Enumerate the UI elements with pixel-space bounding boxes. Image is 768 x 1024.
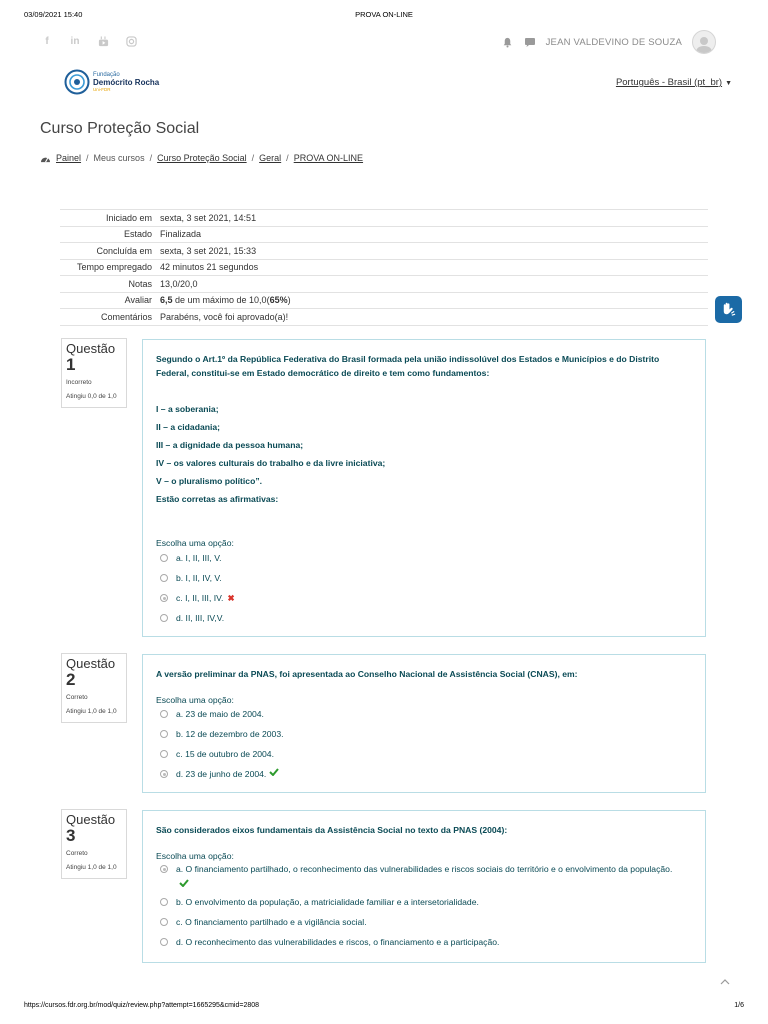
attempt-summary-table [60,209,708,326]
question-status: Incorreto [66,379,92,386]
question-text-line: IV – os valores culturais do trabalho e da livre iniciativa; [156,458,386,468]
radio-button-selected[interactable] [160,865,168,873]
question-text-line: III – a dignidade da pessoa humana; [156,440,304,450]
question-info [61,653,127,723]
instagram-icon[interactable] [124,34,138,48]
page-title: Curso Proteção Social [40,120,200,137]
facebook-icon[interactable]: f [45,35,49,47]
incorrect-icon: ✖ [227,593,235,603]
answer-option[interactable] [156,708,692,721]
site-logo[interactable] [64,69,159,95]
grade-score: 6,5 [160,295,173,306]
user-menu[interactable] [502,30,716,54]
summary-value: sexta, 3 set 2021, 15:33 [160,245,257,256]
table-row [60,309,708,326]
option-label: b. O envolvimento da população, a matricialidade familiar e a intersetorialidade. [176,897,479,907]
choose-label: Escolha uma opção: [156,538,234,548]
question-text-line: Segundo o Art.1º da República Federativa do Brasil formada pela união indissolúvel dos Estados e Municípios e do Distrito Federal, constitui-se em Estado democrático de direito e tem como fundamentos: [156,354,660,378]
summary-label: Concluída em [96,245,152,256]
radio-button[interactable] [160,750,168,758]
chat-icon[interactable] [524,36,536,48]
summary-label: Iniciado em [105,212,152,223]
question-status: Correto [66,850,88,857]
chevron-down-icon: ▼ [725,80,732,87]
table-row [60,259,708,276]
radio-button[interactable] [160,918,168,926]
option-label: b. 12 de dezembro de 2003. [176,729,284,739]
option-label: d. 23 de junho de 2004. [176,769,267,779]
print-header [0,10,768,22]
summary-label: Comentários [100,311,152,322]
answer-option[interactable] [156,612,692,625]
logo-line3: Uni-FDR [93,87,111,92]
question-number: 3 [66,826,76,845]
table-row [60,243,708,260]
summary-value: sexta, 3 set 2021, 14:51 [160,212,257,223]
grade-percent: 65% [269,295,288,306]
option-label: c. I, II, III, IV. [176,593,224,603]
option-label: d. II, III, IV,V. [176,613,225,623]
answer-option[interactable] [156,552,692,565]
sign-language-icon [720,301,737,318]
summary-value: 13,0/20,0 [160,278,198,289]
radio-button[interactable] [160,710,168,718]
print-url: https://cursos.fdr.org.br/mod/quiz/review.php?attempt=1665295&cmid=2808 [24,1002,260,1009]
breadcrumb [40,153,363,163]
breadcrumb-painel[interactable]: Painel [56,153,82,163]
avatar[interactable] [692,30,716,54]
user-name[interactable]: JEAN VALDEVINO DE SOUZA [545,36,682,48]
social-links [40,34,138,48]
radio-button[interactable] [160,898,168,906]
grade-max: de um máximo de 10,0( [172,295,270,306]
question-label: Questão [66,341,116,356]
breadcrumb-meus-cursos: Meus cursos [93,153,145,163]
question-label: Questão [66,656,116,671]
summary-label: Tempo empregado [76,262,152,273]
question-content [142,810,706,963]
table-row [60,292,708,309]
question-content [142,654,706,793]
choose-label: Escolha uma opção: [156,851,234,861]
answer-option[interactable] [156,592,692,605]
radio-button-selected[interactable] [160,770,168,778]
bell-icon[interactable] [502,36,514,48]
breadcrumb-course[interactable]: Curso Proteção Social [157,153,247,163]
summary-label: Notas [128,278,152,289]
question-text: A versão preliminar da PNAS, foi apresentada ao Conselho Nacional de Assistência Social (CNAS), em: [156,669,578,679]
option-label: d. O reconhecimento das vulnerabilidades e riscos, o financiamento e a participação. [176,937,500,947]
question-grade: Atingiu 0,0 de 1,0 [66,393,117,400]
option-label: a. 23 de maio de 2004. [176,709,264,719]
question-number: 1 [66,355,76,374]
breadcrumb-separator: / [286,153,289,163]
breadcrumb-separator: / [149,153,153,163]
question-label: Questão [66,812,116,827]
question-number: 2 [66,670,76,689]
radio-button[interactable] [160,730,168,738]
breadcrumb-quiz[interactable]: PROVA ON-LINE [293,153,364,163]
summary-value: Parabéns, você foi aprovado(a)! [160,311,289,322]
answer-option[interactable] [156,916,692,929]
question-text [156,352,692,506]
answer-option[interactable] [156,748,692,761]
language-selector[interactable] [616,77,732,88]
option-label: c. O financiamento partilhado e a vigilância social. [176,917,367,927]
answer-option[interactable] [156,728,692,741]
summary-value: Finalizada [160,229,202,240]
correct-check-icon [269,768,279,776]
summary-value: 42 minutos 21 segundos [160,262,259,273]
language-label: Português - Brasil (pt_br) [615,77,723,88]
option-label: a. I, II, III, V. [176,553,222,563]
grade-end: ) [287,295,291,306]
radio-button[interactable] [160,614,168,622]
question-status: Correto [66,694,88,701]
choose-label: Escolha uma opção: [156,695,234,705]
summary-label: Estado [123,229,152,240]
logo-mark-icon [64,69,90,95]
linkedin-icon[interactable]: in [70,35,80,47]
logo-line2: Demócrito Rocha [93,78,160,87]
back-to-top-icon[interactable] [718,975,732,989]
radio-button[interactable] [160,938,168,946]
answer-option[interactable] [156,936,692,949]
question-grade: Atingiu 1,0 de 1,0 [66,864,117,871]
accessibility-button[interactable] [715,296,742,323]
print-footer [0,1002,768,1014]
question-text-line: I – a soberania; [156,404,219,414]
question-content [142,339,706,637]
answer-option[interactable] [156,896,692,909]
option-label: c. 15 de outubro de 2004. [176,749,274,759]
question-text-line: V – o pluralismo político”. [156,476,263,486]
correct-check-icon [179,879,189,887]
logo-line1: Fundação [93,72,120,78]
youtube-icon[interactable] [96,34,110,48]
question-text: São considerados eixos fundamentais da Assistência Social no texto da PNAS (2004): [156,825,508,835]
question-text-line: II – a cidadania; [156,422,220,432]
question-info [61,809,127,879]
radio-button[interactable] [160,554,168,562]
option-label [176,863,676,889]
option-label-text: a. O financiamento partilhado, o reconhecimento das vulnerabilidades e riscos sociais do território e o envolvimento da população. [176,864,673,874]
answer-option[interactable] [156,863,692,889]
question-grade: Atingiu 1,0 de 1,0 [66,708,117,715]
table-row [60,226,708,243]
table-row [60,210,708,227]
dashboard-icon [40,154,51,163]
question-info [61,338,127,408]
summary-value [160,292,708,309]
table-row [60,276,708,293]
breadcrumb-geral[interactable]: Geral [259,153,282,163]
breadcrumb-separator: / [86,153,89,163]
answer-option[interactable] [156,768,692,781]
radio-button[interactable] [160,574,168,582]
breadcrumb-separator: / [251,153,255,163]
question-text-line: Estão corretas as afirmativas: [156,494,279,504]
option-label: b. I, II, IV, V. [176,573,222,583]
summary-label: Avaliar [124,295,152,306]
print-title: PROVA ON-LINE [355,10,413,19]
print-page-number: 1/6 [734,1002,744,1009]
radio-button-selected[interactable] [160,594,168,602]
print-datetime: 03/09/2021 15:40 [24,10,83,19]
answer-option[interactable] [156,572,692,585]
